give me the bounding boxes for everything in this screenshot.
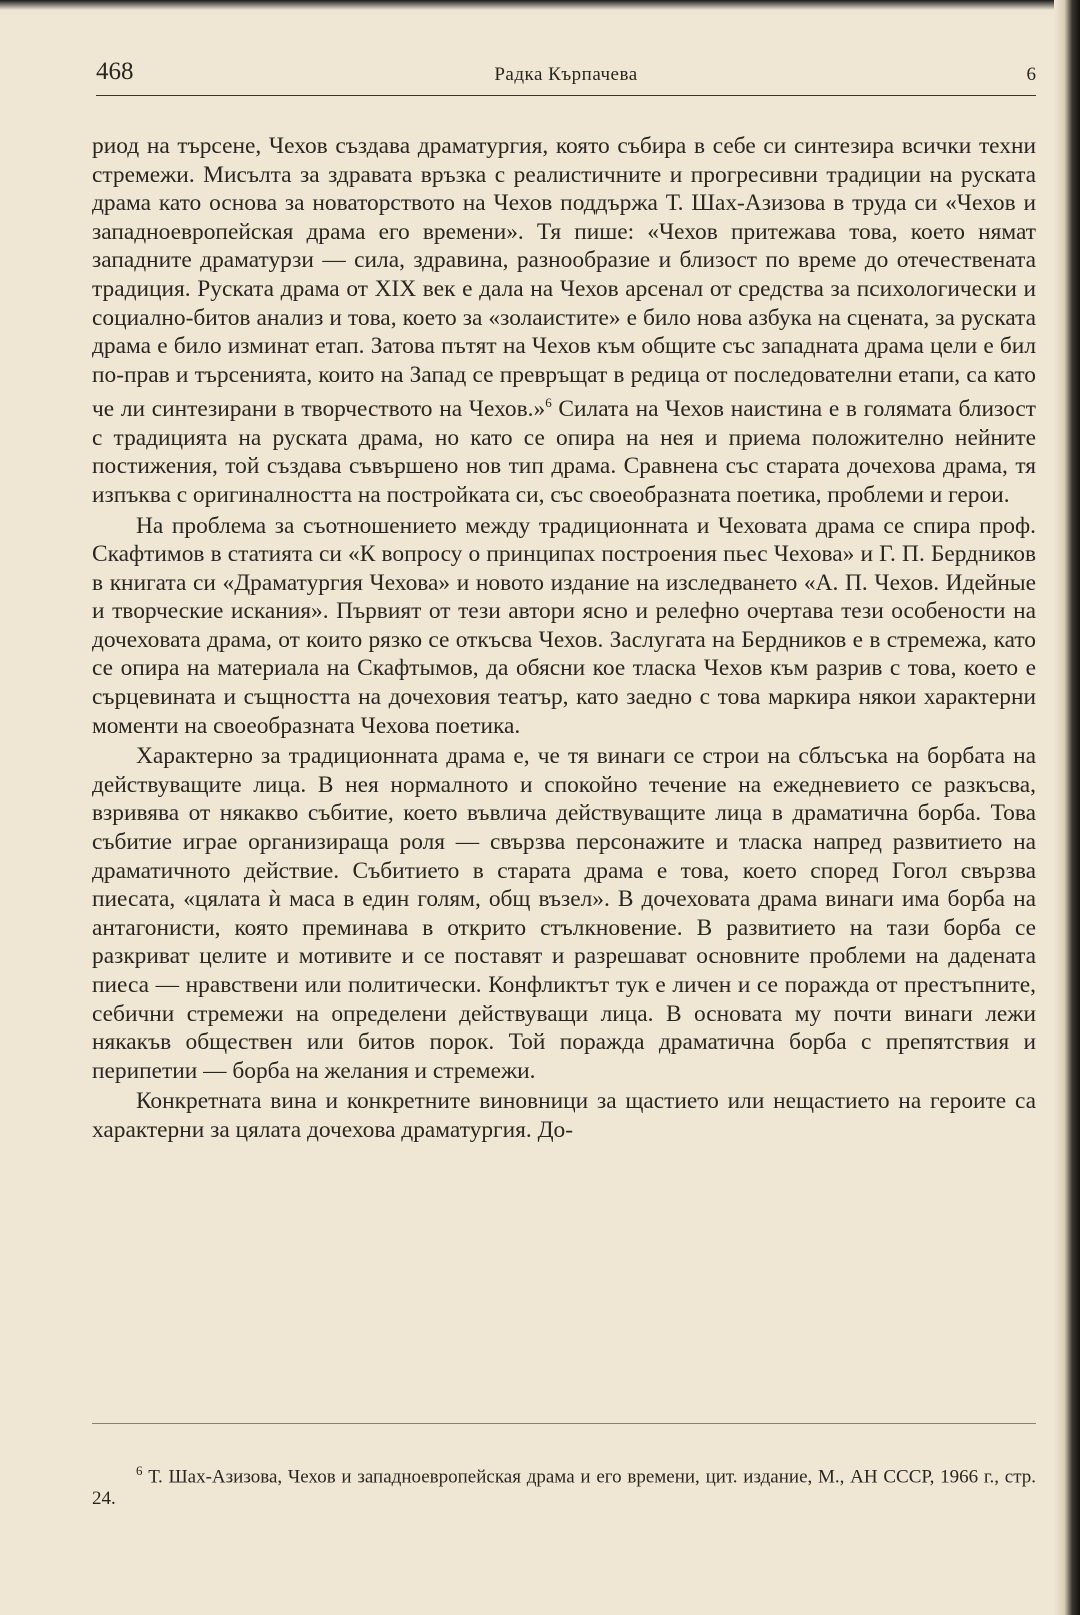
- body-text: [92, 132, 1036, 1145]
- page-header: [96, 58, 1036, 94]
- book-spine-edge: [1054, 0, 1080, 1615]
- paragraph-3: Характерно за традиционната драма е, че тя винаги се строи на сблъсъка на борбата на действуващите лица. В нея нормалното и спокойно течение на ежедневието се разкъсва, взривява от някакво събитие, което въвлича действуващите лица в драматична борба. Това събитие играе организираща роля — свързва персонажите и тласка напред развитието на драматичното действие. Събитието в старата драма е това, което според Гогол свързва пиесата, «цялата ѝ маса в един голям, общ възел». В дочеховата драма винаги има борба на антагонисти, която преминава в открито стълкновение. В развитието на тази борба се разкриват целите и мотивите и се поставят и разрешават основните проблеми на дадената пиеса — нравствени или политически. Конфликтът тук е личен и се поражда от престъпните, себични стремежи на определени действуващи лица. В основата му почти винаги лежи някакъв обществен или битов порок. Той поражда драматична борба с препятствия и перипетии — борба на желания и стремежи.: [92, 743, 1036, 1084]
- header-rule: [96, 95, 1036, 96]
- footnote-rule: [92, 1423, 1036, 1424]
- paragraph-1: [92, 132, 1036, 510]
- paragraph-1-continuation: Силата на Чехов наистина е в голямата близост с традицията на руската драма, но като се опира на нея и приема положително нейните постижения, той създава съвършено нов тип драма. Сравнена със старата дочехова драма, тя изпъква с оригиналността на постройката си, със своеобразната поетика, проблеми и герои.: [92, 396, 1037, 508]
- footnote-reference[interactable]: 6: [545, 395, 552, 411]
- paragraph-4: Конкретната вина и конкретните виновници за щастието или нещастието на героите са характерни за цялата дочехова драматургия. До-: [92, 1088, 1036, 1143]
- header-edge-mark: 6: [1026, 64, 1036, 85]
- paragraph-1-text: риод на търсене, Чехов създава драматургия, която събира в себе си синтезира всички техни стремежи. Мисълта за здравата връзка с реалистичните и прогресивни традиции на руската драма като основа за новаторството на Чехов поддържа Т. Шах-Азизова в труда си «Чехов и западноевропейская драма его времени». Тя пише: «Чехов притежава това, което нямат западните драматурзи — сила, здравина, разнообразие и близост по време до отечествената традиция. Руската драма от XIX век е дала на Чехов арсенал от средства за психологически и социално-битов анализ и това, което за «золаистите» е било нова азбука на сцената, за руската драма е било изминат етап. Затова пътят на Чехов към общите със западната драма цели е бил по-прав и търсенията, които на Запад се превръщат в редица от последователни етапи, са като че ли синтезирани в творчеството на Чехов.»: [92, 133, 1036, 423]
- book-page: [78, 0, 1038, 1615]
- footnote-number: 6: [136, 1463, 143, 1478]
- paragraph-2: На проблема за съотношението между традиционната и Чеховата драма се спира проф. Скафтимов в статията си «К вопросу о принципах построения пьес Чехова» и Г. П. Бердников в книгата си «Драматургия Чехова» и новото издание на изследването «А. П. Чехов. Идейные и творческие искания». Първият от тези автори ясно и релефно очертава тези особености на дочеховата драма, от които рязко се откъсва Чехов. Заслугата на Бердников е в стремежа, като се опира на материала на Скафтымов, да обясни кое тласка Чехов към разрив с това, което е сърцевината и същността на дочеховия театър, като заедно с това маркира някои характерни моменти на своеобразната Чехова поетика.: [92, 512, 1036, 739]
- footnote: [92, 1460, 1036, 1510]
- page-number: 468: [96, 58, 134, 85]
- footnote-text: Т. Шах-Азизова, Чехов и западноевропейская драма и его времени, цит. издание, М., АН СССР, 1966 г., стр. 24.: [92, 1466, 1037, 1510]
- running-title: Радка Кърпачева: [494, 64, 638, 85]
